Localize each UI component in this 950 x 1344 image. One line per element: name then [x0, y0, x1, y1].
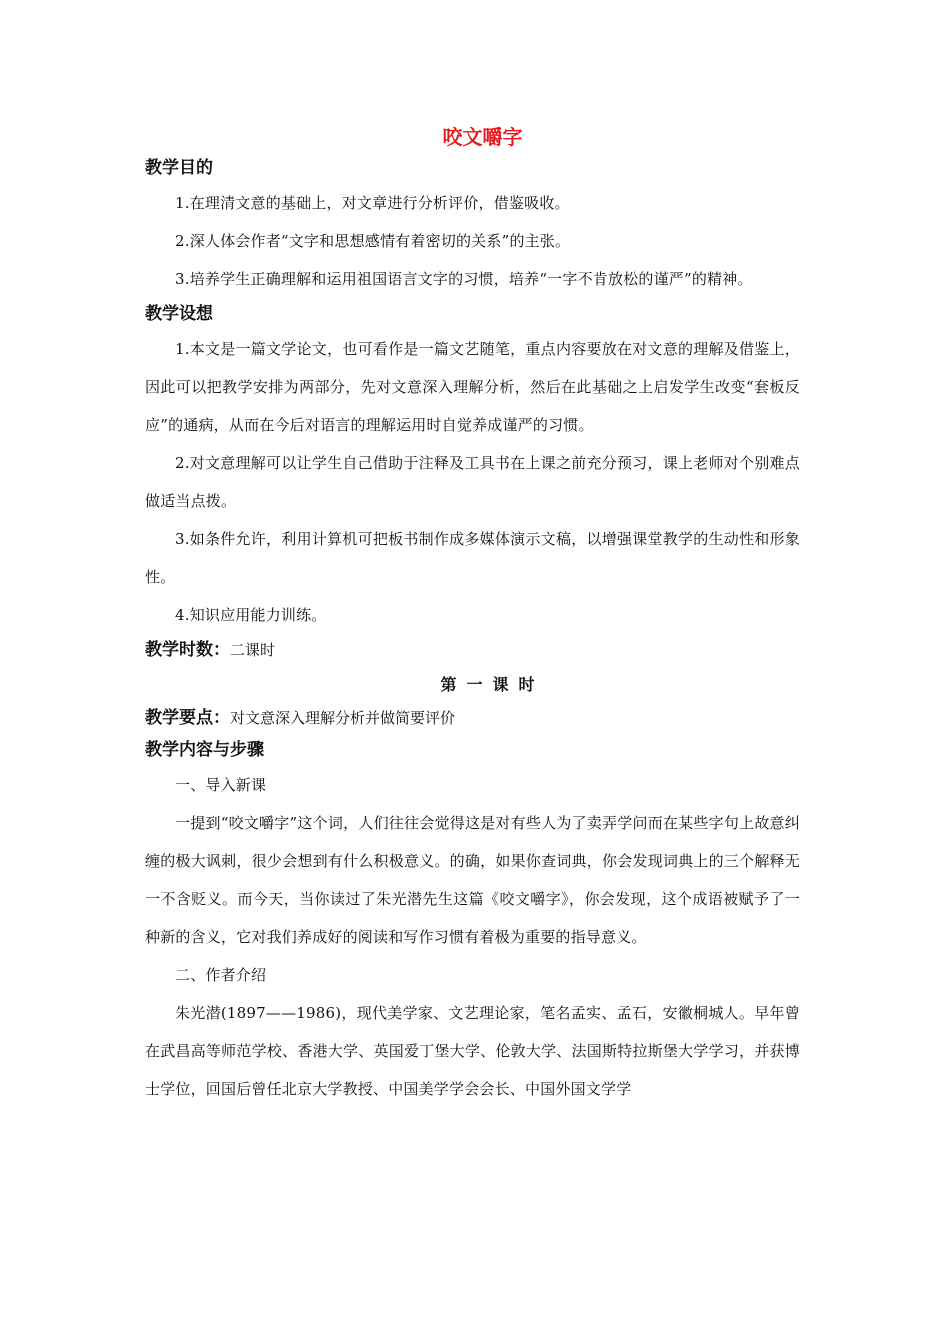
design-item: 2.对文意理解可以让学生自己借助于注释及工具书在上课之前充分预习，课上老师对个别难点做适当点拨。: [145, 454, 800, 510]
key-points-value: 对文意深入理解分析并做简要评价: [230, 709, 456, 727]
goal-item: 1.在理清文意的基础上，对文章进行分析评价，借鉴吸收。: [175, 194, 570, 212]
key-points-label: 教学要点：: [145, 708, 230, 728]
design-heading: 教学设想: [145, 304, 213, 324]
lesson-title: 第一课时: [440, 675, 545, 694]
document-title: 咬文嚼字: [442, 125, 523, 149]
goal-item: 2.深人体会作者“文字和思想感情有着密切的关系”的主张。: [175, 232, 571, 250]
design-item: 1.本文是一篇文学论文，也可看作是一篇文艺随笔，重点内容要放在对文意的理解及借鉴上，因此可以把教学安排为两部分，先对文意深入理解分析，然后在此基础之上启发学生改变“套板反应”的通病，从而在今后对语言的理解运用时自觉养成谨严的习惯。: [145, 340, 800, 434]
section-text-author: 朱光潜(1897——1986)，现代美学家、文艺理论家，笔名孟实、孟石，安徽桐城人。早年曾在武昌高等师范学校、香港大学、英国爱丁堡大学、伦敦大学、法国斯特拉斯堡大学学习，并获博士学位，回国后曾任北京大学教授、中国美学学会会长、中国外国文学学: [145, 1004, 800, 1098]
steps-heading: 教学内容与步骤: [145, 740, 264, 760]
document-body: [145, 122, 800, 1108]
teaching-hours-value: 二课时: [230, 641, 276, 659]
teaching-hours-label: 教学时数：: [145, 640, 230, 660]
teaching-hours: [145, 634, 800, 666]
goal-item: 3.培养学生正确理解和运用祖国语言文字的习惯，培养“一字不肯放松的谨严”的精神。: [175, 270, 753, 288]
key-points: [145, 702, 800, 734]
design-item: 4.知识应用能力训练。: [175, 606, 327, 624]
section-title-intro: 一、导入新课: [175, 776, 267, 794]
goals-heading: 教学目的: [145, 158, 213, 178]
section-text-intro: 一提到“咬文嚼字”这个词，人们往往会觉得这是对有些人为了卖弄学问而在某些字句上故意纠缠的极大讽刺，很少会想到有什么积极意义。的确，如果你查词典，你会发现词典上的三个解释无一不含贬义。而今天，当你读过了朱光潜先生这篇《咬文嚼字》，你会发现，这个成语被赋予了一种新的含义，它对我们养成好的阅读和写作习惯有着极为重要的指导意义。: [145, 814, 800, 946]
design-item: 3.如条件允许，利用计算机可把板书制作成多媒体演示文稿，以增强课堂教学的生动性和形象性。: [145, 530, 800, 586]
section-title-author: 二、作者介绍: [175, 966, 267, 984]
